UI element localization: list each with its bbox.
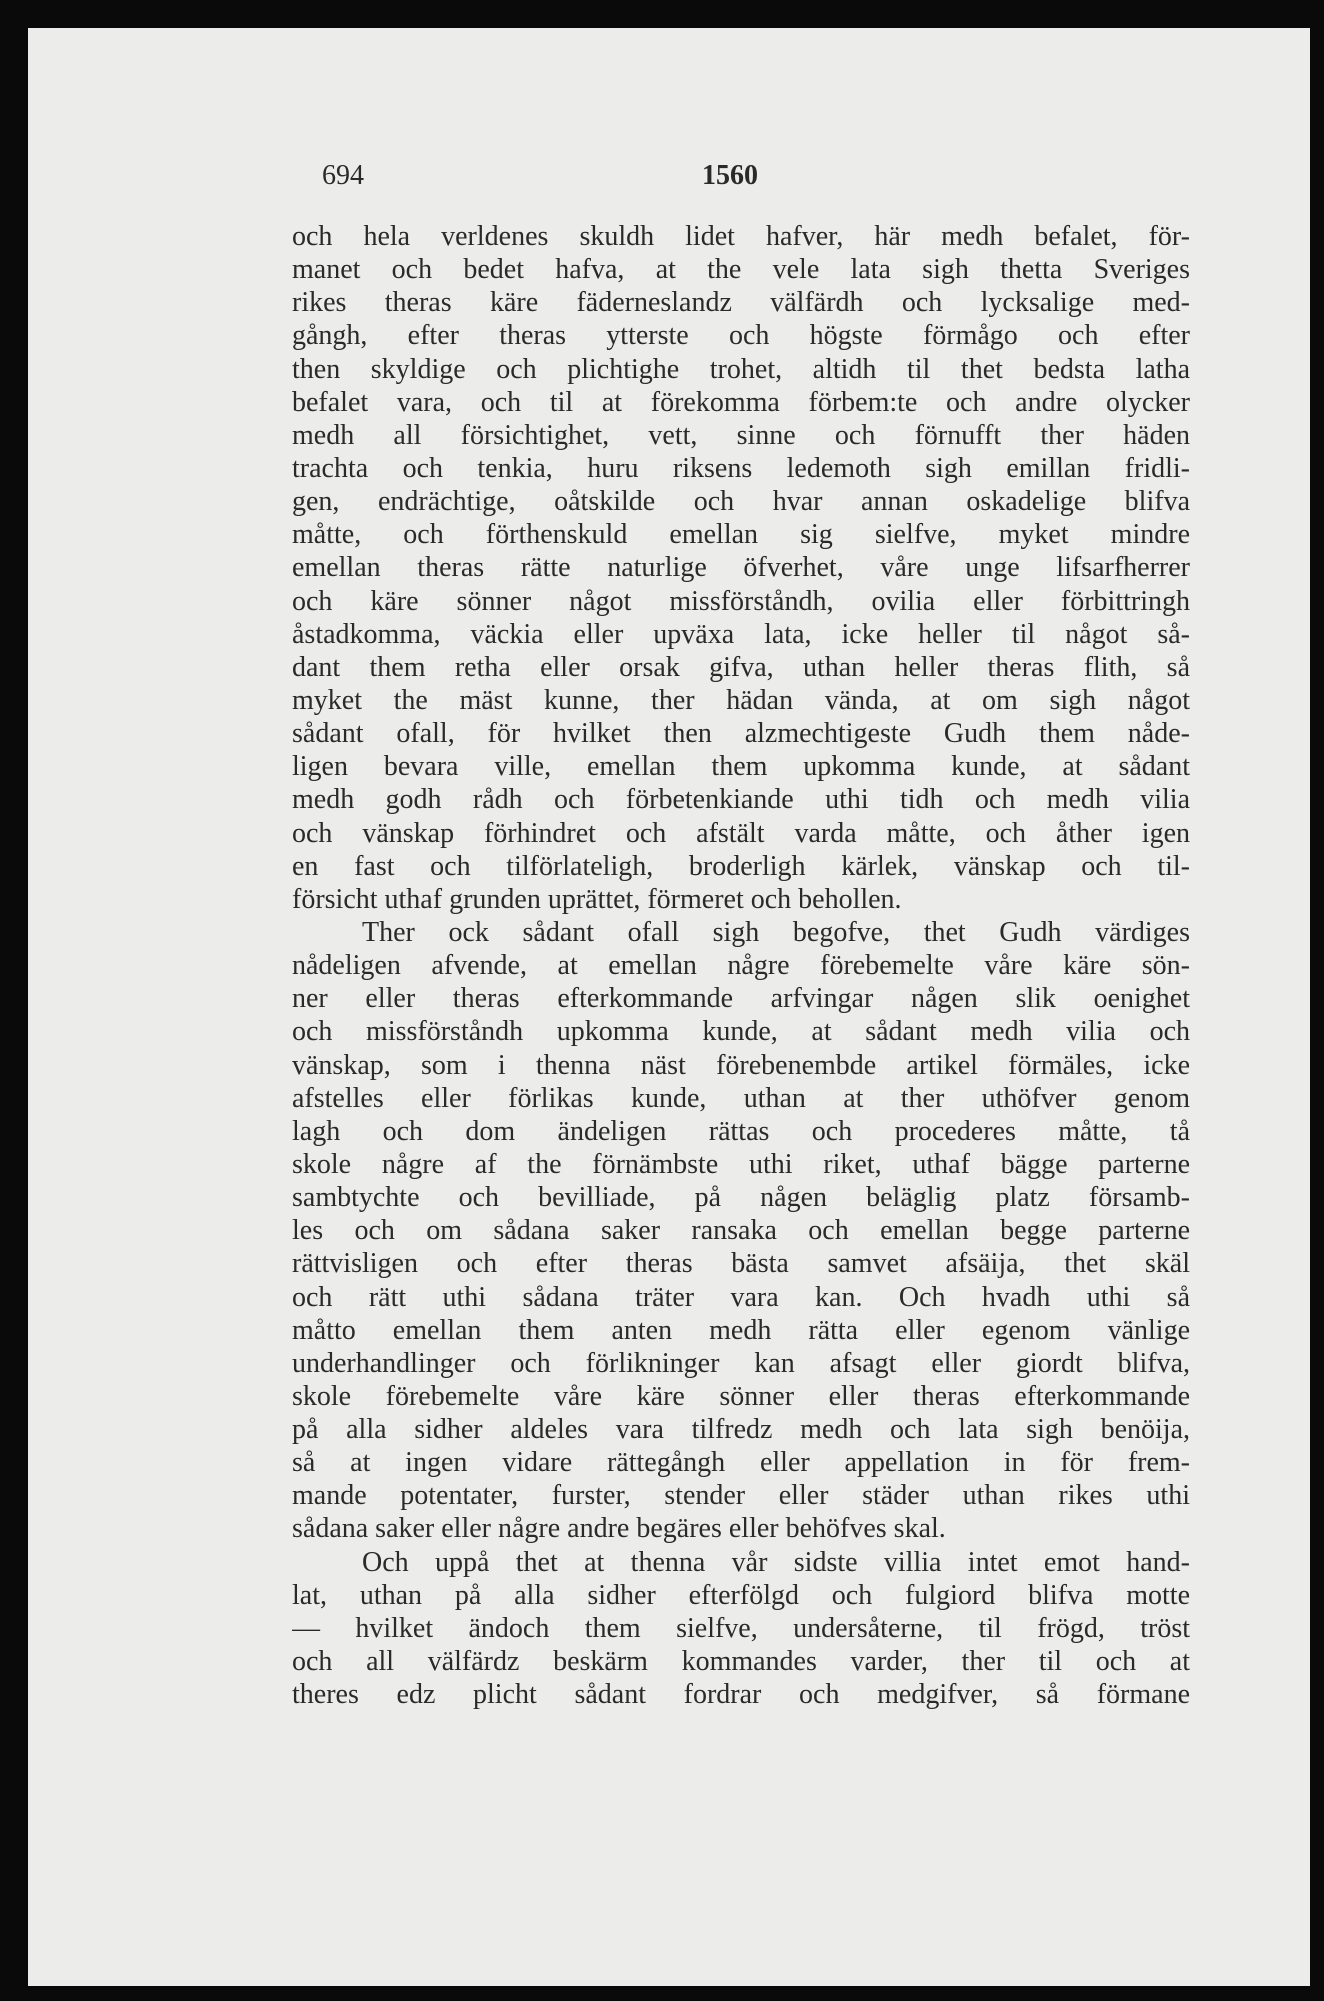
text-line: ligen bevara ville, emellan them upkomma kunde, at sådant [292,751,1190,783]
text-line: måtte, och förthenskuld emellan sig sielfve, myket mindre [292,519,1190,551]
text-line: vänskap, som i thenna näst förebenembde artikel förmäles, icke [292,1049,1190,1081]
text-line: skole någre af the förnämbste uthi riket, uthaf bägge parterne [292,1148,1190,1180]
text-line: Ther ock sådant ofall sigh begofve, thet Gudh värdiges [362,916,1190,948]
page-number: 694 [322,160,364,191]
text-line: ner eller theras efterkommande arfvingar någen slik oenighet [292,983,1190,1015]
text-line: medh godh rådh och förbetenkiande uthi tidh och medh vilia [292,784,1190,816]
text-line: gångh, efter theras ytterste och högste förmågo och efter [292,320,1190,352]
text-line: skole förebemelte våre käre sönner eller theras efterkommande [292,1380,1190,1412]
text-line: rikes theras käre fäderneslandz välfärdh och lycksalige med- [292,287,1190,319]
text-line: emellan theras rätte naturlige öfverhet, våre unge lifsarfherrer [292,552,1190,584]
text-line: och rätt uthi sådana träter vara kan. Och hvadh uthi så [292,1281,1190,1313]
text-line: så at ingen vidare rättegångh eller appellation in för frem- [292,1447,1190,1479]
page-header [292,160,1190,200]
text-line: underhandlinger och förlikninger kan afsagt eller giordt blifva, [292,1347,1190,1379]
text-line: och missförståndh upkomma kunde, at sådant medh vilia och [292,1016,1190,1048]
text-line: försicht uthaf grunden uprättet, förmeret och behollen. [292,883,902,915]
text-line: sambtychte och bevilliade, på någen beläglig platz församb- [292,1182,1190,1214]
text-line: theres edz plicht sådant fordrar och medgifver, så förmane [292,1679,1190,1711]
text-line: myket the mäst kunne, ther hädan vända, at om sigh något [292,684,1190,716]
text-line: och hela verldenes skuldh lidet hafver, här medh befalet, för- [292,221,1190,252]
text-line: les och om sådana saker ransaka och emellan begge parterne [292,1215,1190,1247]
text-line: manet och bedet hafva, at the vele lata sigh thetta Sveriges [292,254,1190,286]
text-line: befalet vara, och til at förekomma förbem:te och andre olycker [292,386,1190,418]
running-head-year: 1560 [702,160,758,191]
text-line: en fast och tilförlateligh, broderligh kärlek, vänskap och til- [292,850,1190,882]
body-text [292,220,1190,1711]
text-line: sådana saker eller någre andre begäres eller behöfves skal. [292,1513,946,1545]
text-line: mande potentater, furster, stender eller städer uthan rikes uthi [292,1480,1190,1512]
text-line: afstelles eller förlikas kunde, uthan at ther uthöfver genom [292,1082,1190,1114]
text-line: och käre sönner något missförståndh, ovilia eller förbittringh [292,585,1190,617]
text-line: medh all försichtighet, vett, sinne och förnufft ther häden [292,419,1190,451]
text-line: gen, endrächtige, oåtskilde och hvar annan oskadelige blifva [292,486,1190,518]
text-line: sådant ofall, för hvilket then alzmechtigeste Gudh them nåde- [292,718,1190,750]
text-line: och vänskap förhindret och afstält varda måtte, och åther igen [292,817,1190,849]
text-line: dant them retha eller orsak gifva, uthan heller theras flith, så [292,651,1190,683]
text-line: rättvisligen och efter theras bästa samvet afsäija, thet skäl [292,1248,1190,1280]
text-line: nådeligen afvende, at emellan någre förebemelte våre käre sön- [292,950,1190,982]
text-line: trachta och tenkia, huru riksens ledemoth sigh emillan fridli- [292,452,1190,484]
page-text-block [292,160,1190,1711]
text-line: på alla sidher aldeles vara tilfredz medh och lata sigh benöija, [292,1414,1190,1446]
text-line: och all välfärdz beskärm kommandes varder, ther til och at [292,1646,1190,1678]
text-line: åstadkomma, väckia eller upväxa lata, icke heller til något så- [292,618,1190,650]
text-line: lagh och dom ändeligen rättas och procederes måtte, tå [292,1115,1190,1147]
text-line: Och uppå thet at thenna vår sidste villia intet emot hand- [362,1546,1190,1578]
text-line: then skyldige och plichtighe trohet, altidh til thet bedsta latha [292,353,1190,385]
text-line: måtto emellan them anten medh rätta eller egenom vänlige [292,1314,1190,1346]
text-line: lat, uthan på alla sidher efterfölgd och fulgiord blifva motte [292,1579,1190,1611]
text-line: — hvilket ändoch them sielfve, undersåterne, til frögd, tröst [292,1612,1190,1644]
